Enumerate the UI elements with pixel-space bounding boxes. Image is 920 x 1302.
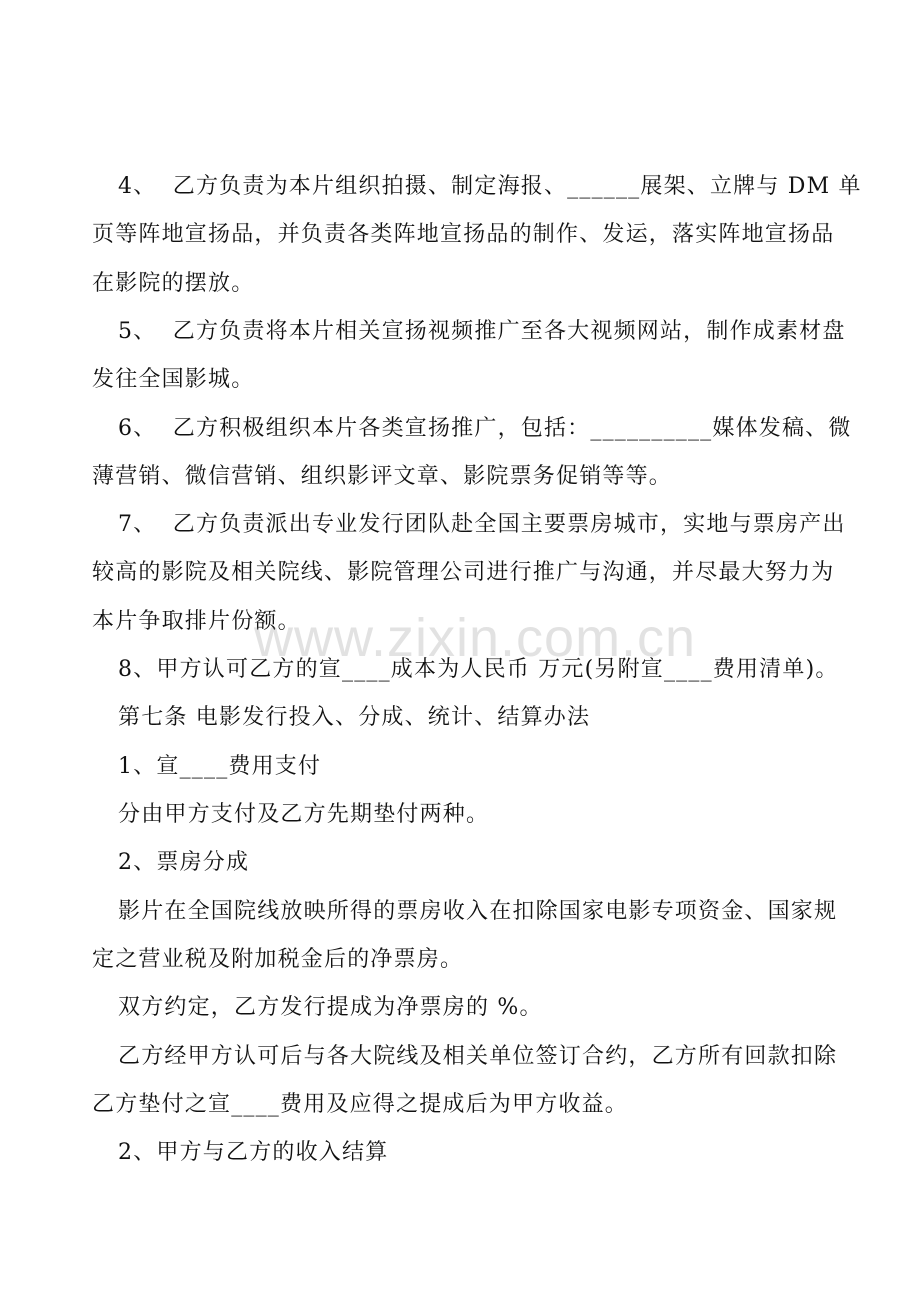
clause-7-line-1: 7、 乙方负责派出专业发行团队赴全国主要票房城市，实地与票房产出 (118, 512, 846, 537)
section-1-body-text: 分由甲方支付及乙方先期垫付两种。 (118, 802, 490, 827)
clause-7-line-3: 本片争取排片份额。 (92, 609, 301, 634)
section-2b-heading-text: 2、甲方与乙方的收入结算 (118, 1140, 389, 1165)
section-2-heading-text: 2、票房分成 (118, 850, 250, 875)
clause-7-line-2: 较高的影院及相关院线、影院管理公司进行推广与沟通，并尽最大努力为 (92, 560, 835, 585)
clause-6-line-1: 6、 乙方积极组织本片各类宣扬推广，包括：__________媒体发稿、微 (118, 416, 852, 441)
section-2-body-2-text: 双方约定，乙方发行提成为净票房的 %。 (118, 995, 543, 1020)
watermark: www.zixin.com.cn (254, 608, 697, 668)
clause-4-line-2: 页等阵地宣扬品，并负责各类阵地宣扬品的制作、发运，落实阵地宣扬品 (92, 222, 835, 247)
clause-5-line-1: 5、 乙方负责将本片相关宣扬视频推广至各大视频网站，制作成素材盘 (118, 319, 846, 344)
clause-4-line-1: 4、 乙方负责为本片组织拍摄、制定海报、______展架、立牌与 DM 单 (118, 174, 862, 199)
article-7-heading-text: 第七条 电影发行投入、分成、统计、结算办法 (118, 705, 591, 730)
section-2-body-3-line-2: 乙方垫付之宣____费用及应得之提成后为甲方收益。 (92, 1092, 629, 1117)
section-2-body-1-line-2: 定之营业税及附加税金后的净票房。 (92, 947, 464, 972)
clause-8-line-1: 8、甲方认可乙方的宣____成本为人民币 万元(另附宣____费用清单)。 (118, 657, 839, 682)
section-1-heading-text: 1、宣____费用支付 (118, 754, 322, 779)
clause-5-line-2: 发往全国影城。 (92, 367, 255, 392)
section-2-body-3-line-1: 乙方经甲方认可后与各大院线及相关单位签订合约，乙方所有回款扣除 (118, 1044, 838, 1069)
clause-4-line-3: 在影院的摆放。 (92, 271, 255, 296)
section-2-body-1-line-1: 影片在全国院线放映所得的票房收入在扣除国家电影专项资金、国家规 (118, 899, 838, 924)
clause-6-line-2: 薄营销、微信营销、组织影评文章、影院票务促销等等。 (92, 464, 673, 489)
